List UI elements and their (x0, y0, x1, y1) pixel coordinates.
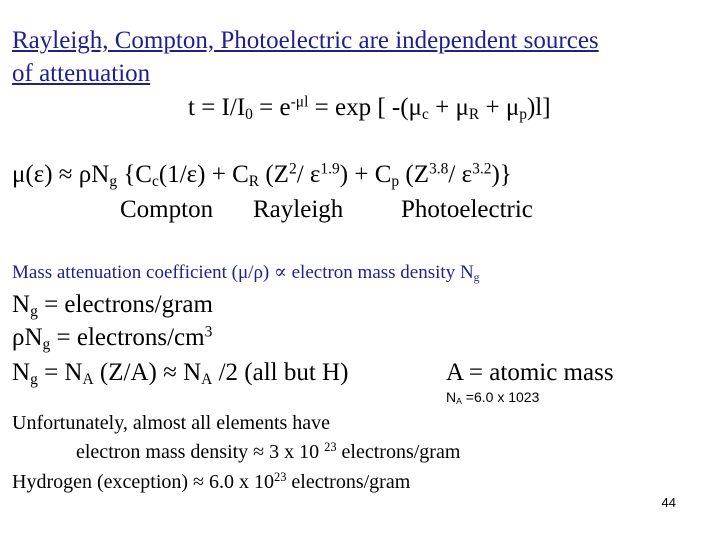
ng-l1-a: N (12, 291, 31, 318)
ng-electrons-per-gram (12, 291, 213, 320)
avogadro-sub: A (456, 396, 462, 407)
footer-note-line-3 (12, 472, 410, 492)
footer-note-line-1: Unfortunately, almost all elements have (12, 412, 331, 434)
attenuation-coefficient-equation (12, 160, 512, 190)
eq-t-rhs: = exp [ -(μ (308, 94, 422, 121)
eq-mu-h: / ε (448, 161, 473, 188)
label-compton: Compton (120, 196, 214, 223)
rho-ng-electrons-per-cm3 (12, 323, 213, 353)
transmission-equation (188, 93, 551, 123)
eq-mu-f: ) + C (339, 161, 392, 188)
eq-mu-sub-g: g (109, 172, 118, 190)
eq-t-plus-2: + μ (479, 94, 520, 121)
ng-l1-sub: g (30, 302, 38, 320)
ng-l1-b: = electrons/gram (37, 291, 213, 318)
eq-t-sub-c: c (421, 105, 429, 123)
eq-mu-g: (Z (399, 161, 430, 188)
ng-l2-sub: g (42, 335, 51, 353)
ng-l3-b: = N (37, 359, 83, 386)
footer-note-line-2 (76, 442, 460, 462)
eq-t-sub-R: R (468, 105, 480, 123)
mass-attenuation-sub-g: g (473, 270, 480, 284)
avogadro-a: N (446, 389, 457, 405)
eq-t-sub-p: p (519, 105, 527, 123)
eq-mu-sup-2: 2 (288, 160, 297, 178)
footer-l3-sup: 23 (274, 470, 287, 485)
eq-mu-b: {C (117, 161, 152, 188)
mass-attenuation-text: Mass attenuation coefficient (μ/ρ) ∝ electron mass density N (12, 262, 474, 283)
footer-l2-b: electrons/gram (336, 441, 461, 463)
page-number: 44 (661, 495, 676, 510)
atomic-mass-definition: A = atomic mass (446, 359, 614, 386)
eq-t-sub-0: 0 (245, 105, 253, 123)
eq-t-end: )l] (526, 94, 551, 121)
label-photoelectric: Photoelectric (401, 196, 533, 223)
footer-l2-sup: 23 (324, 440, 337, 455)
eq-mu-a: μ(ε) ≈ ρN (12, 161, 110, 188)
footer-l2-a: electron mass density ≈ 3 x 10 (76, 441, 325, 463)
ng-l3-c: (Z/A) ≈ N (93, 359, 202, 386)
ng-l3-sub: g (30, 370, 38, 388)
label-rayleigh: Rayleigh (253, 196, 344, 223)
ng-l3-sub-A: A (82, 370, 94, 388)
eq-t-lhs: t = I/I (188, 94, 246, 121)
eq-mu-c: (1/ε) + C (158, 161, 249, 188)
ng-l2-sup: 3 (204, 323, 213, 341)
mass-attenuation-statement (12, 263, 480, 282)
eq-t-plus-1: + μ (428, 94, 469, 121)
ng-l3-sub-A2: A (201, 370, 213, 388)
avogadro-b: =6.0 x 1023 (461, 389, 540, 405)
footer-l3-a: Hydrogen (exception) ≈ 6.0 x 10 (12, 471, 275, 493)
eq-mu-sup-3-8: 3.8 (429, 160, 449, 178)
eq-mu-sub-p: p (391, 172, 400, 190)
avogadro-number (446, 389, 540, 407)
ng-l2-b: = electrons/cm (50, 324, 205, 351)
eq-mu-i: )} (491, 161, 512, 188)
ng-l3-a: N (12, 359, 31, 386)
eq-mu-e: / ε (296, 161, 321, 188)
eq-mu-sub-c: c (152, 172, 159, 190)
slide-title-line-2: of attenuation (12, 60, 151, 87)
footer-l3-b: electrons/gram (286, 471, 411, 493)
eq-mu-d: (Z (259, 161, 289, 188)
eq-t-eq: = e (252, 94, 291, 121)
slide-title-line-1: Rayleigh, Compton, Photoelectric are independent sources (12, 27, 599, 54)
eq-mu-sub-R: R (248, 172, 260, 190)
ng-l3-d: /2 (all but H) (212, 359, 349, 386)
eq-mu-sup-3-2: 3.2 (472, 160, 492, 178)
ng-l2-a: ρN (12, 324, 43, 351)
eq-mu-sup-1-9: 1.9 (320, 160, 340, 178)
ng-avogadro-relation (12, 359, 349, 388)
eq-t-exponent: -μl (290, 93, 309, 111)
